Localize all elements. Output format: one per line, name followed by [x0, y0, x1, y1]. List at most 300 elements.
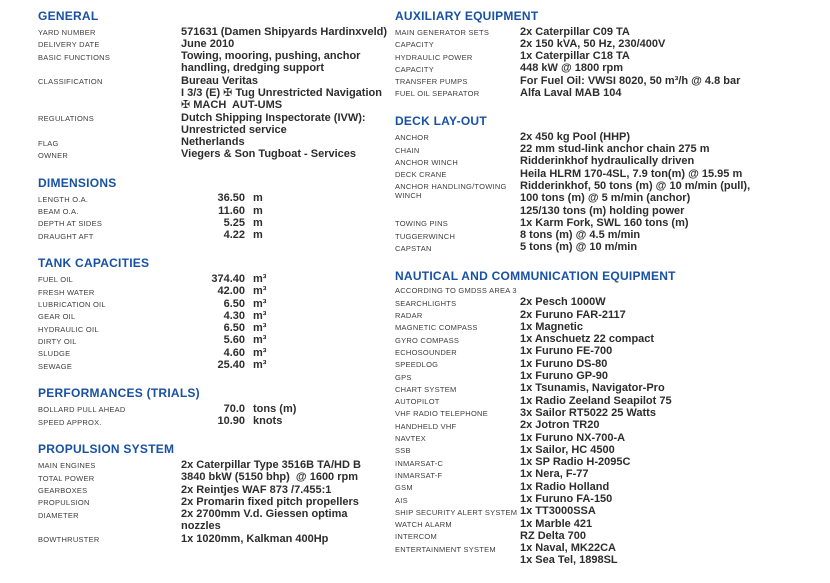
- spec-row: [38, 322, 390, 334]
- spec-value-line: handling, dredging support: [181, 62, 324, 75]
- spec-label: [395, 382, 520, 394]
- spec-value: [181, 148, 356, 160]
- spec-label: [395, 321, 520, 333]
- spec-value-line: 1x Tsunamis, Navigator-Pro: [520, 382, 665, 395]
- spec-label-line: HYDRAULIC OIL: [38, 324, 99, 334]
- spec-value-unit: m³: [253, 297, 267, 310]
- spec-label-line: AIS: [395, 495, 408, 505]
- spec-value: [520, 505, 596, 517]
- spec-value: [520, 87, 621, 99]
- spec-value: [181, 459, 361, 471]
- spec-value-line: 1x Furuno NX-700-A: [520, 431, 626, 444]
- spec-label-line: ECHOSOUNDER: [395, 347, 457, 357]
- spec-value-unit: m: [253, 216, 263, 229]
- spec-label: [38, 334, 181, 346]
- spec-row: [38, 459, 390, 471]
- spec-value-unit: m: [253, 192, 263, 205]
- spec-label: [38, 322, 181, 334]
- spec-label-line: INTERCOM: [395, 532, 437, 542]
- spec-value: [520, 333, 654, 345]
- section-nautical-and-communication-equipment: [395, 270, 820, 567]
- spec-value-line: [181, 403, 296, 415]
- spec-value-line: [181, 273, 266, 285]
- spec-label: [38, 273, 181, 285]
- spec-value-unit: m³: [253, 322, 267, 335]
- spec-value-line: 1x Furuno FA-150: [520, 493, 613, 505]
- spec-label-line: CAPSTAN: [395, 243, 432, 253]
- spec-label: [395, 241, 520, 253]
- spec-value-line: 2x 450 kg Pool (HHP): [520, 130, 631, 143]
- spec-row: [395, 155, 820, 167]
- spec-label-line: MAIN GENERATOR SETS: [395, 28, 490, 37]
- spec-value-line: 1x Sailor, HC 4500: [520, 443, 615, 456]
- spec-value-line: Towing, mooring, pushing, anchor: [181, 50, 361, 63]
- spec-value: [520, 493, 612, 505]
- spec-value: [520, 38, 665, 50]
- spec-value-line: 22 mm stud-link anchor chain 275 m: [520, 143, 710, 156]
- spec-value: [520, 382, 665, 394]
- spec-label: [395, 75, 520, 87]
- spec-value-line: nozzles: [181, 520, 221, 533]
- spec-row: [38, 508, 390, 533]
- spec-row: [38, 217, 390, 229]
- spec-row: [38, 484, 390, 496]
- spec-value-line: 125/130 tons (m) holding power: [520, 204, 685, 217]
- section-title: GENERAL: [38, 9, 99, 23]
- spec-label: [38, 229, 181, 241]
- spec-label: [395, 155, 520, 167]
- spec-value-line: 1x Nera, F-77: [520, 468, 589, 481]
- spec-value-unit: tons (m): [253, 402, 297, 415]
- spec-value-line: I 3/3 (E) ✠ Tug Unrestricted Navigation: [181, 86, 382, 99]
- spec-value-line: [181, 359, 266, 371]
- spec-label-line: INMARSAT-F: [395, 470, 443, 480]
- spec-label: [395, 481, 520, 493]
- spec-row: [395, 241, 820, 253]
- spec-label: [38, 112, 181, 124]
- spec-label: [38, 192, 181, 204]
- spec-value: [520, 241, 637, 253]
- spec-value-number: 36.50: [217, 192, 245, 205]
- spec-value-line: Netherlands: [181, 136, 245, 149]
- spec-column-right: [395, 10, 820, 583]
- spec-label: [38, 50, 181, 62]
- spec-value-line: 2x Promarin fixed pitch propellers: [181, 495, 359, 508]
- spec-value: [181, 273, 266, 285]
- spec-label-line: GSM: [395, 483, 413, 493]
- spec-label-line: CHART SYSTEM: [395, 384, 457, 394]
- spec-value-line: [181, 192, 263, 204]
- spec-value-unit: m³: [253, 346, 267, 359]
- spec-label: [38, 403, 181, 415]
- spec-value-line: 2x Caterpillar Type 3516B TA/HD B: [181, 458, 361, 471]
- spec-value: [520, 370, 608, 382]
- spec-row: [38, 298, 390, 310]
- spec-label-line: BOLLARD PULL AHEAD: [38, 405, 126, 415]
- spec-value: [181, 359, 266, 371]
- spec-value: [520, 530, 586, 542]
- spec-label-line: BOWTHRUSTER: [38, 535, 100, 545]
- spec-label-line: TRANSFER PUMPS: [395, 77, 468, 87]
- spec-row: [395, 321, 820, 333]
- spec-label: [38, 75, 181, 87]
- spec-label: [395, 419, 520, 431]
- spec-value: [520, 229, 640, 241]
- spec-label: [38, 459, 181, 471]
- spec-label-line: NAVTEX: [395, 434, 426, 444]
- spec-row: [395, 456, 820, 468]
- spec-value-number: 5.25: [223, 216, 245, 229]
- spec-value-line: 2x Caterpillar C09 TA: [520, 25, 630, 38]
- spec-row: [395, 542, 820, 567]
- spec-label: [395, 345, 520, 357]
- spec-label-line: CHAIN: [395, 145, 420, 155]
- spec-value-line: Viegers & Son Tugboat - Services: [181, 148, 357, 161]
- spec-value: [520, 542, 618, 567]
- spec-value-line: [181, 310, 266, 322]
- spec-row: [395, 444, 820, 456]
- spec-value-number: 4.60: [223, 346, 245, 359]
- spec-value-line: 1x Furuno DS-80: [520, 357, 608, 370]
- spec-value-line: 2x 150 kVA, 50 Hz, 230/400V: [520, 37, 666, 50]
- spec-row: [395, 217, 820, 229]
- spec-value: [181, 415, 282, 427]
- spec-value: [181, 205, 263, 217]
- spec-value-line: [181, 334, 266, 346]
- spec-label-line: GPS: [395, 372, 412, 382]
- spec-value: [520, 321, 583, 333]
- spec-value: [181, 496, 359, 508]
- spec-value-line: [181, 229, 263, 241]
- section-note: ACCORDING TO GMDSS AREA 3: [395, 286, 517, 296]
- spec-value-line: 1x Marble 421: [520, 517, 593, 530]
- spec-value-unit: m: [253, 204, 263, 217]
- spec-row: [395, 26, 820, 38]
- spec-label-line: AUTOPILOT: [395, 397, 440, 407]
- spec-label-line: OWNER: [38, 150, 68, 160]
- spec-row: [395, 131, 820, 143]
- spec-label-line: TOWING PINS: [395, 219, 449, 229]
- spec-value-line: 2x Furuno FAR-2117: [520, 308, 626, 321]
- spec-value: [520, 180, 750, 217]
- spec-value-line: Heila HLRM 170-4SL, 7.9 ton(m) @ 15.95 m: [520, 167, 743, 180]
- spec-label-line: ENTERTAINMENT SYSTEM: [395, 544, 496, 554]
- spec-value: [520, 419, 599, 431]
- spec-value-line: 1x Karm Fork, SWL 160 tons (m): [520, 216, 689, 229]
- section-title: PERFORMANCES (TRIALS): [38, 386, 200, 401]
- section-propulsion-system: [38, 443, 390, 545]
- spec-label-line: HYDRAULIC POWER: [395, 52, 473, 62]
- spec-value: [181, 310, 266, 322]
- spec-value-line: 1x Furuno FE-700: [520, 345, 613, 358]
- spec-value-number: 374.40: [211, 272, 245, 285]
- spec-label: [395, 180, 520, 201]
- spec-row: [395, 50, 820, 62]
- spec-value-unit: m: [253, 229, 263, 242]
- spec-label-line: GEAR OIL: [38, 312, 76, 322]
- spec-value: [181, 347, 266, 359]
- spec-value-number: 5.60: [223, 334, 245, 347]
- spec-label: [38, 38, 181, 50]
- spec-value-line: Bureau Veritas: [181, 74, 259, 87]
- spec-label-line: ANCHOR HANDLING/TOWING: [395, 182, 507, 192]
- spec-value-line: [181, 415, 282, 427]
- spec-value: [520, 444, 615, 456]
- spec-value: [520, 155, 694, 167]
- spec-row: [395, 358, 820, 370]
- spec-value: [181, 136, 245, 148]
- spec-label-line: SPEEDLOG: [395, 360, 439, 370]
- spec-label-line: GYRO COMPASS: [395, 335, 460, 345]
- spec-value-line: 2x Pesch 1000W: [520, 296, 606, 309]
- spec-value: [181, 334, 266, 346]
- spec-value-line: 448 kW @ 1800 rpm: [520, 62, 624, 75]
- spec-value: [520, 296, 606, 308]
- section-title: PROPULSION SYSTEM: [38, 442, 175, 457]
- spec-row: [38, 148, 390, 160]
- spec-value-line: June 2010: [181, 37, 235, 50]
- spec-value: [520, 518, 592, 530]
- spec-label-line: SSB: [395, 446, 411, 456]
- section-general: [38, 10, 390, 161]
- spec-label-line: DEPTH AT SIDES: [38, 219, 103, 229]
- spec-label: [395, 87, 520, 99]
- spec-row: [395, 168, 820, 180]
- spec-row: [38, 229, 390, 241]
- spec-label: [38, 217, 181, 229]
- spec-value-unit: m³: [253, 285, 267, 298]
- spec-value: [181, 533, 328, 545]
- section-title: NAUTICAL AND COMMUNICATION EQUIPMENT: [395, 268, 676, 283]
- spec-row: [38, 471, 390, 483]
- spec-value: [181, 508, 348, 533]
- spec-label-line: YARD NUMBER: [38, 28, 96, 37]
- spec-label: [395, 530, 520, 542]
- spec-value: [181, 322, 266, 334]
- spec-label: [38, 496, 181, 508]
- spec-label-line: INMARSAT-C: [395, 458, 444, 468]
- spec-value-unit: knots: [253, 415, 283, 428]
- spec-label-line: CAPACITY: [395, 40, 434, 50]
- section-title: AUXILIARY EQUIPMENT: [395, 9, 539, 23]
- spec-row: [38, 285, 390, 297]
- section-auxiliary-equipment: [395, 10, 820, 99]
- spec-row: [395, 432, 820, 444]
- spec-value: [520, 395, 672, 407]
- spec-label: [395, 217, 520, 229]
- spec-label: [395, 333, 520, 345]
- spec-value-line: [181, 322, 266, 334]
- spec-label-line: FUEL OIL SEPARATOR: [395, 89, 480, 99]
- spec-label: [395, 38, 520, 50]
- spec-value: [520, 345, 612, 357]
- spec-value: [181, 403, 296, 415]
- spec-value: [181, 75, 382, 112]
- spec-label-line: WINCH: [395, 191, 422, 201]
- spec-value-line: 1x Radio Zeeland Seapilot 75: [520, 394, 672, 407]
- spec-row: [395, 38, 820, 50]
- spec-value-line: [181, 285, 266, 297]
- spec-label-line: CAPACITY: [395, 64, 434, 74]
- spec-value-number: 6.50: [223, 322, 245, 335]
- spec-label: [395, 62, 520, 74]
- spec-row: [38, 403, 390, 415]
- spec-label: [395, 296, 520, 308]
- spec-value-line: 1x Magnetic: [520, 320, 583, 333]
- spec-label-line: BASIC FUNCTIONS: [38, 52, 111, 62]
- spec-label-line: DECK CRANE: [395, 170, 447, 180]
- spec-row: [395, 370, 820, 382]
- spec-label-line: MAGNETIC COMPASS: [395, 323, 478, 333]
- spec-label-line: CLASSIFICATION: [38, 77, 103, 87]
- spec-value: [181, 26, 387, 38]
- spec-value-line: 1x Sea Tel, 1898SL: [520, 554, 618, 567]
- spec-row: [395, 481, 820, 493]
- spec-label: [38, 415, 181, 427]
- spec-value: [520, 432, 625, 444]
- spec-row: [395, 493, 820, 505]
- spec-value-line: 2x Jotron TR20: [520, 419, 600, 432]
- spec-value-number: 11.60: [218, 204, 245, 217]
- spec-value-line: Ridderinkhof, 50 tons (m) @ 10 m/min (pull),: [520, 179, 751, 192]
- spec-value: [520, 481, 609, 493]
- spec-label-line: TUGGERWINCH: [395, 231, 456, 241]
- spec-label: [395, 168, 520, 180]
- spec-label: [38, 347, 181, 359]
- spec-value-line: ✠ MACH AUT-UMS: [181, 99, 283, 112]
- spec-label: [38, 205, 181, 217]
- spec-label-line: BEAM O.A.: [38, 207, 79, 217]
- spec-value: [520, 456, 630, 468]
- spec-label-line: SEARCHLIGHTS: [395, 298, 457, 308]
- spec-value-line: 571631 (Damen Shipyards Hardinxveld): [181, 25, 388, 38]
- spec-value: [520, 62, 623, 74]
- spec-row: [395, 345, 820, 357]
- spec-label: [395, 542, 520, 554]
- spec-row: [38, 26, 390, 38]
- section-title: DIMENSIONS: [38, 175, 117, 190]
- spec-label-line: MAIN ENGINES: [38, 461, 96, 471]
- spec-value-line: 1x Naval, MK22CA: [520, 542, 616, 555]
- spec-value-line: 1x 1020mm, Kalkman 400Hp: [181, 532, 329, 545]
- spec-value: [520, 168, 742, 180]
- spec-label-line: GEARBOXES: [38, 486, 88, 496]
- spec-row: [38, 310, 390, 322]
- spec-value-line: 100 tons (m) @ 5 m/min (anchor): [520, 192, 691, 205]
- spec-value: [520, 468, 588, 480]
- spec-value: [520, 131, 630, 143]
- spec-value: [181, 38, 234, 50]
- spec-value: [520, 50, 630, 62]
- spec-row: [395, 530, 820, 542]
- section-dimensions: [38, 177, 390, 242]
- spec-row: [395, 468, 820, 480]
- spec-row: [395, 143, 820, 155]
- spec-value-unit: m³: [253, 309, 267, 322]
- spec-label: [38, 471, 181, 483]
- spec-value-line: Unrestricted service: [181, 123, 287, 136]
- section-title: TANK CAPACITIES: [38, 256, 150, 271]
- spec-value: [520, 143, 710, 155]
- spec-label-line: TOTAL POWER: [38, 473, 95, 483]
- spec-row: [395, 333, 820, 345]
- spec-row: [38, 496, 390, 508]
- spec-label-line: SEWAGE: [38, 361, 73, 371]
- spec-value-number: 4.30: [223, 309, 245, 322]
- spec-row: [38, 347, 390, 359]
- spec-value-unit: m³: [253, 359, 267, 372]
- spec-value-line: Ridderinkhof hydraulically driven: [520, 155, 695, 168]
- spec-label: [395, 131, 520, 143]
- spec-value: [181, 471, 358, 483]
- section-title: DECK LAY-OUT: [395, 114, 487, 129]
- spec-label-line: SLUDGE: [38, 349, 71, 359]
- spec-label: [395, 50, 520, 62]
- spec-value-line: For Fuel Oil: VWSI 8020, 50 m³/h @ 4.8 bar: [520, 74, 741, 87]
- spec-label: [395, 505, 520, 517]
- spec-row: [38, 359, 390, 371]
- spec-label: [38, 136, 181, 148]
- spec-value: [181, 112, 366, 137]
- spec-label: [395, 143, 520, 155]
- spec-value-line: 5 tons (m) @ 10 m/min: [520, 241, 638, 254]
- spec-row: [395, 180, 820, 217]
- spec-row: [38, 192, 390, 204]
- spec-value-number: 6.50: [223, 297, 245, 310]
- spec-label-line: SHIP SECURITY ALERT SYSTEM: [395, 507, 518, 517]
- spec-row: [395, 229, 820, 241]
- section-deck-lay-out: [395, 115, 820, 253]
- spec-label-line: VHF RADIO TELEPHONE: [395, 409, 488, 419]
- spec-label: [395, 493, 520, 505]
- spec-value-line: 2x Reintjes WAF 873 /7.455:1: [181, 483, 332, 496]
- spec-label: [395, 456, 520, 468]
- spec-row: [38, 38, 390, 50]
- spec-row: [395, 407, 820, 419]
- spec-label: [395, 358, 520, 370]
- spec-label-line: LUBRICATION OIL: [38, 300, 106, 310]
- spec-value: [520, 309, 626, 321]
- spec-value: [181, 192, 263, 204]
- spec-label-line: FLAG: [38, 138, 59, 148]
- spec-value-line: 1x Radio Holland: [520, 480, 610, 493]
- spec-value: [520, 26, 630, 38]
- spec-label: [38, 310, 181, 322]
- spec-label: [395, 518, 520, 530]
- spec-label: [395, 407, 520, 419]
- spec-row: [38, 75, 390, 112]
- spec-value-line: 3x Sailor RT5022 25 Watts: [520, 406, 656, 419]
- spec-value: [520, 217, 689, 229]
- spec-value-line: 1x TT3000SSA: [520, 505, 596, 518]
- spec-row: [395, 419, 820, 431]
- spec-label-line: DELIVERY DATE: [38, 40, 100, 50]
- spec-row: [395, 395, 820, 407]
- spec-value-line: RZ Delta 700: [520, 529, 587, 542]
- spec-value-number: 70.0: [223, 402, 245, 415]
- spec-row: [38, 50, 390, 75]
- section-performances-trials: [38, 387, 390, 427]
- spec-row: [38, 334, 390, 346]
- section-tank-capacities: [38, 257, 390, 371]
- spec-label: [38, 148, 181, 160]
- spec-label-line: ANCHOR: [395, 133, 430, 143]
- spec-value: [181, 285, 266, 297]
- spec-label-line: SPEED APPROX.: [38, 417, 102, 427]
- spec-label-line: RADAR: [395, 311, 423, 321]
- spec-label: [38, 285, 181, 297]
- spec-label-line: FRESH WATER: [38, 287, 95, 297]
